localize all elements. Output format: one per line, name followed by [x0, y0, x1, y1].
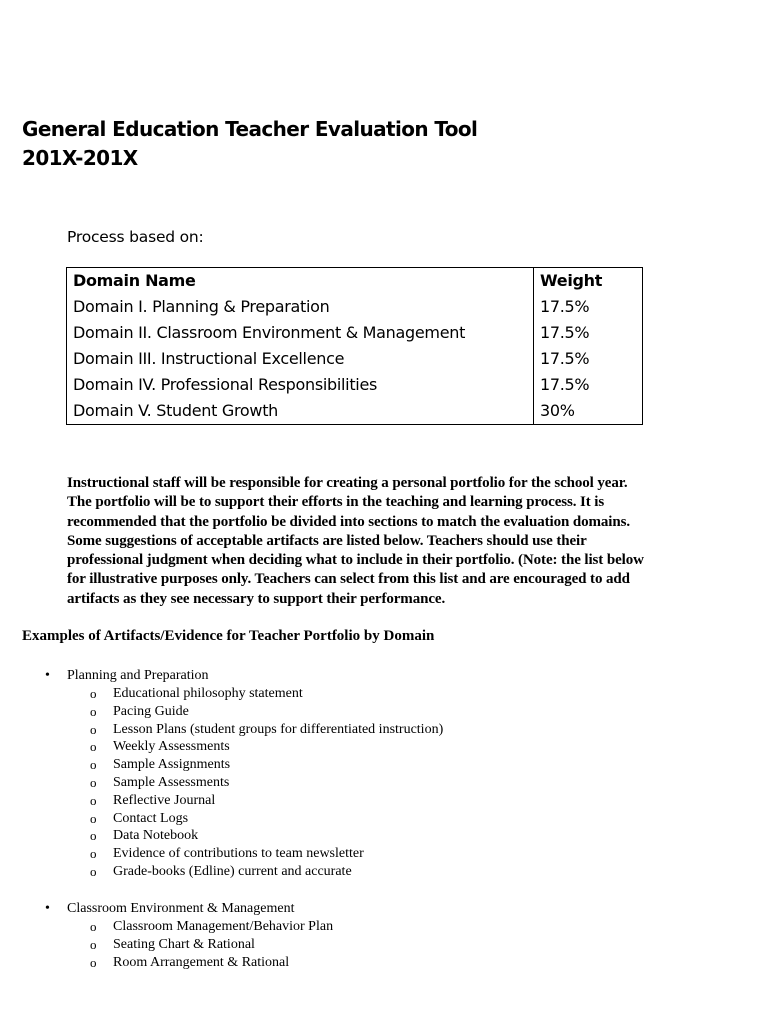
list-item: [0, 721, 770, 739]
artifact-label: Evidence of contributions to team newsletter: [113, 846, 364, 862]
table-row: [67, 294, 643, 320]
instruction-line: recommended that the portfolio be divided into sections to match the evaluation domains.: [67, 513, 630, 530]
list-item: [0, 774, 770, 792]
list-item: [0, 810, 770, 828]
list-item: [0, 685, 770, 703]
artifact-category-planning: [0, 667, 770, 881]
list-item: [0, 936, 770, 954]
artifact-label: Data Notebook: [113, 828, 199, 844]
artifact-label: Lesson Plans (student groups for differentiated instruction): [113, 721, 444, 737]
category-item: [0, 900, 770, 918]
instruction-line: Some suggestions of acceptable artifacts are listed below. Teachers should use their: [67, 532, 587, 549]
list-item: [0, 863, 770, 881]
artifact-label: Reflective Journal: [113, 792, 216, 808]
document-title: [22, 115, 477, 173]
table-header-row: [67, 268, 643, 295]
circle-bullet-icon: o: [90, 810, 97, 826]
list-item: [0, 954, 770, 972]
category-label: Planning and Preparation: [67, 668, 209, 683]
table-row: [67, 320, 643, 346]
circle-bullet-icon: o: [90, 721, 97, 737]
circle-bullet-icon: o: [90, 757, 97, 773]
instruction-line: artifacts as they see necessary to support their performance.: [67, 590, 446, 607]
artifact-label: Contact Logs: [113, 810, 189, 826]
domain-weight-table: [66, 267, 643, 425]
circle-bullet-icon: o: [90, 919, 97, 934]
category-label: Classroom Environment & Management: [67, 901, 295, 916]
artifact-label: Room Arrangement & Rational: [113, 954, 290, 970]
artifact-label: Sample Assessments: [113, 774, 230, 790]
table-row: [67, 372, 643, 398]
list-item: [0, 756, 770, 774]
list-item: [0, 827, 770, 845]
header-weight: Weight: [534, 268, 643, 295]
circle-bullet-icon: o: [90, 739, 97, 755]
instruction-line: Instructional staff will be responsible for creating a personal portfolio for the school year.: [67, 475, 628, 491]
list-item: [0, 703, 770, 721]
list-item: [0, 845, 770, 863]
title-line-1: General Education Teacher Evaluation Tool: [22, 117, 478, 141]
bullet-icon: •: [45, 901, 50, 916]
list-item: [0, 792, 770, 810]
domain-name-cell: Domain I. Planning & Preparation: [67, 294, 534, 320]
instruction-line: professional judgment when deciding what to include in their portfolio. (Note: the list below: [67, 552, 644, 569]
artifact-label: Grade-books (Edline) current and accurate: [113, 863, 352, 879]
bullet-icon: •: [45, 668, 50, 683]
domain-name-cell: Domain V. Student Growth: [67, 398, 534, 425]
list-item: [0, 918, 770, 936]
domain-name-cell: Domain III. Instructional Excellence: [67, 346, 534, 372]
artifact-label: Seating Chart & Rational: [113, 936, 255, 952]
circle-bullet-icon: o: [90, 954, 97, 970]
weight-cell: 17.5%: [534, 294, 643, 320]
instruction-line: for illustrative purposes only. Teachers can select from this list and are encouraged to add: [67, 571, 630, 588]
artifact-label: Sample Assignments: [113, 757, 231, 773]
circle-bullet-icon: o: [90, 792, 97, 808]
list-item: [0, 738, 770, 756]
artifact-category-classroom: [0, 900, 770, 971]
weight-cell: 17.5%: [534, 320, 643, 346]
process-label: Process based on:: [67, 228, 204, 246]
artifact-label: Weekly Assessments: [113, 739, 230, 755]
circle-bullet-icon: o: [90, 774, 97, 790]
weight-cell: 17.5%: [534, 372, 643, 398]
table-row: [67, 398, 643, 425]
artifact-label: Pacing Guide: [113, 703, 189, 719]
title-line-2: 201X-201X: [22, 146, 138, 170]
domain-name-cell: Domain IV. Professional Responsibilities: [67, 372, 534, 398]
circle-bullet-icon: o: [90, 936, 97, 952]
weight-cell: 17.5%: [534, 346, 643, 372]
artifact-label: Classroom Management/Behavior Plan: [113, 919, 334, 934]
circle-bullet-icon: o: [90, 703, 97, 719]
portfolio-instructions: [67, 474, 717, 609]
instruction-line: The portfolio will be to support their efforts in the teaching and learning process. It is: [67, 494, 605, 511]
circle-bullet-icon: o: [90, 846, 97, 862]
circle-bullet-icon: o: [90, 863, 97, 879]
artifact-label: Educational philosophy statement: [113, 686, 303, 701]
domain-name-cell: Domain II. Classroom Environment & Management: [67, 320, 534, 346]
weight-cell: 30%: [534, 398, 643, 425]
category-item: [0, 667, 770, 685]
table-row: [67, 346, 643, 372]
circle-bullet-icon: o: [90, 828, 97, 844]
circle-bullet-icon: o: [90, 686, 97, 701]
header-domain-name: Domain Name: [67, 268, 534, 295]
examples-heading: Examples of Artifacts/Evidence for Teacher Portfolio by Domain: [22, 628, 435, 644]
